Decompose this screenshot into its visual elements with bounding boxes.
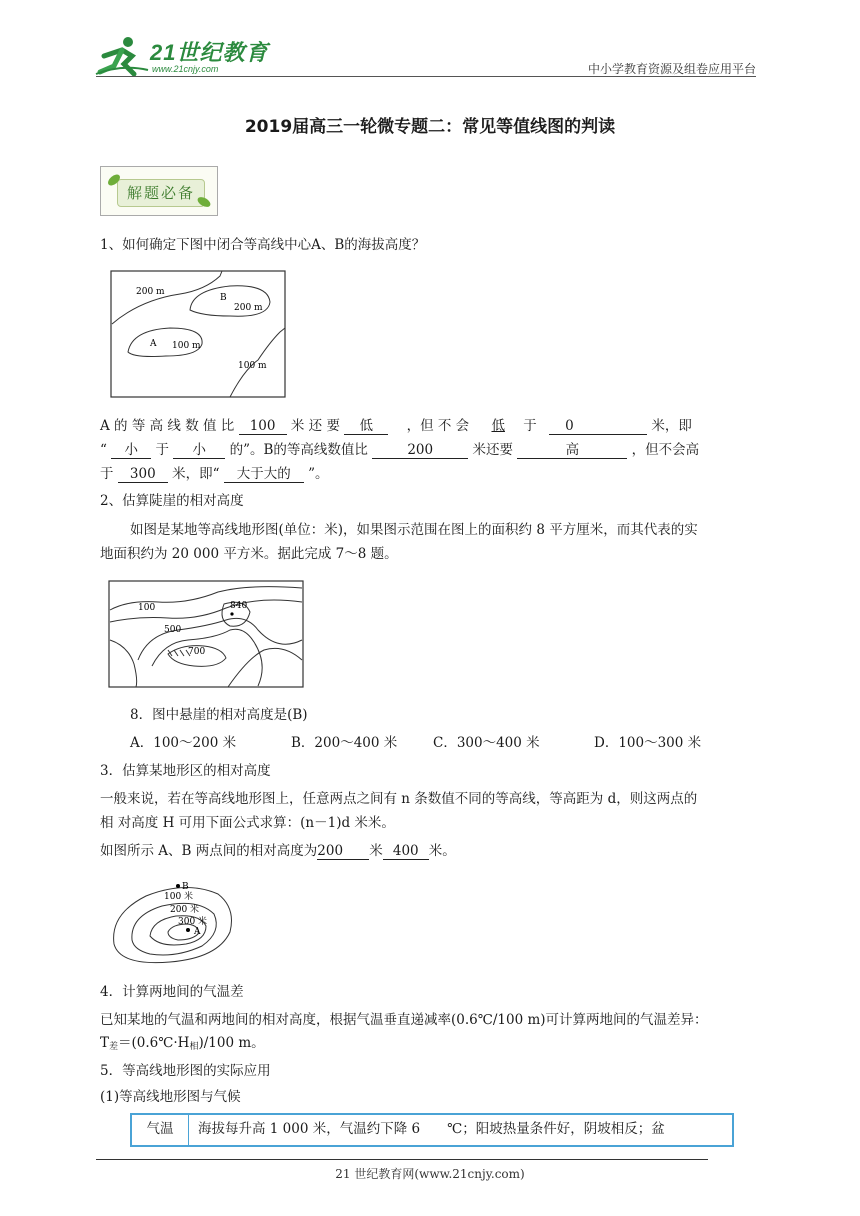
q4-para1: 已知某地的气温和两地间的相对高度，根据气温垂直递减率(0.6℃/100 m)可计算两地间的气温差异： <box>100 1012 708 1028</box>
q3-heading: 3．估算某地形区的相对高度 <box>100 763 271 779</box>
footer-divider <box>96 1159 708 1160</box>
q8-option-b: B．200～400 米 <box>291 735 398 751</box>
header-divider <box>96 76 756 77</box>
q2-para2: 地面积约为 20 000 平方米。据此完成 7～8 题。 <box>100 546 398 562</box>
badge-plate <box>117 179 205 207</box>
q8-option-a: A．100～200 米 <box>130 735 237 751</box>
q8-option-d: D．100～300 米 <box>594 735 702 751</box>
section-badge <box>100 166 218 216</box>
badge-text: 解题必备 <box>126 184 195 202</box>
q1-answer-line1: A 的 等 高 线 数 值 比 100 米 还 要 低 ，但 不 会 低 于 0 米，即 <box>100 418 692 434</box>
q4-formula: $T_差=(0.6℃\cdot H_相)/100$ m。 <box>100 1035 265 1052</box>
map1-label: 200 m <box>136 287 165 297</box>
q4-heading: 4．计算两地间的气温差 <box>100 984 244 1000</box>
runner-icon <box>94 34 150 76</box>
q2-heading: 2、估算陡崖的相对高度 <box>100 493 244 509</box>
leaf-icon <box>195 193 213 211</box>
logo-text: 21世纪教育 <box>150 40 269 65</box>
q8-question: 8．图中悬崖的相对高度是(B) <box>130 707 308 723</box>
logo-url: www.21cnjy.com <box>152 64 219 74</box>
header-tagline: 中小学教育资源及组卷应用平台 <box>587 62 756 76</box>
q5-heading: 5．等高线地形图的实际应用 <box>100 1063 271 1079</box>
table-cell-content: 海拔每升高 1 000 米，气温约下降 6 ℃；阳坡热量条件好，阴坡相反；盆 <box>198 1121 665 1137</box>
map1-label: 200 m <box>234 303 263 313</box>
climate-table <box>130 1113 734 1147</box>
map1-label: 100 m <box>238 361 267 371</box>
contour-map-3 <box>106 874 236 966</box>
table-cell-label: 气温 <box>132 1115 189 1145</box>
contour-map-1 <box>110 270 286 398</box>
map3-label: A <box>194 927 201 937</box>
q5-subheading: (1)等高线地形图与气候 <box>100 1089 241 1105</box>
footer-text: 21 世纪教育网(www.21cnjy.com) <box>335 1167 525 1181</box>
map1-label: B <box>220 293 227 303</box>
map2-label: 700 <box>188 647 206 657</box>
map3-label: 200 米 <box>170 905 200 915</box>
map3-label: B <box>182 882 189 892</box>
map3-label: 100 米 <box>164 892 194 902</box>
q1-answer-line2: “ 小 于 小 的”。B的等高线数值比 200 米还要 高 ，但不会高 <box>100 442 700 458</box>
q2-para1: 如图是某地等高线地形图(单位：米)，如果图示范围在图上的面积约 8 平方厘米，而其代表的实 <box>130 522 698 538</box>
leaf-icon <box>105 171 123 189</box>
map1-label: 100 m <box>172 341 201 351</box>
map2-label: 840 <box>230 601 248 611</box>
q8-option-c: C．300～400 米 <box>433 735 540 751</box>
map1-label: A <box>150 339 157 349</box>
map3-label: 300 米 <box>178 917 208 927</box>
map2-label: 500 <box>164 625 182 635</box>
q3-para1: 一般来说，若在等高线地形图上，任意两点之间有 n 条数值不同的等高线，等高距为 d，则这两点的 <box>100 791 698 807</box>
contour-map-2 <box>108 580 304 688</box>
q1-answer-line3: 于 300 米，即“ 大于大的 ”。 <box>100 466 329 482</box>
map2-label: 100 <box>138 603 156 613</box>
q3-answer: 如图所示 A、B 两点间的相对高度为200 米 400 米。 <box>100 843 456 859</box>
page-title: 2019届高三一轮微专题二：常见等值线图的判读 <box>244 117 616 137</box>
q3-para2: 相 对高度 H 可用下面公式求算：(n－1)d 米米。 <box>100 815 395 831</box>
q1-question: 1、如何确定下图中闭合等高线中心A、B的海拔高度？ <box>100 237 426 253</box>
